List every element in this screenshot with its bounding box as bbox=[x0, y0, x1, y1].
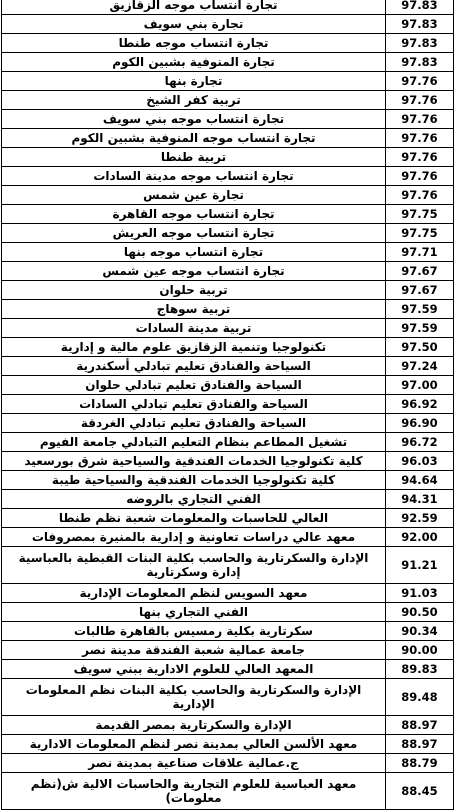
score-value: 88.45 bbox=[386, 773, 454, 810]
score-value: 96.90 bbox=[386, 414, 454, 433]
faculty-name: تجارة انتساب موجه مدينة السادات bbox=[2, 167, 386, 186]
faculty-name: تجارة انتساب موجه عين شمس bbox=[2, 262, 386, 281]
score-value: 97.59 bbox=[386, 319, 454, 338]
table-row bbox=[2, 148, 454, 167]
faculty-name: تجارة انتساب موجه طنطا bbox=[2, 34, 386, 53]
score-value: 88.97 bbox=[386, 735, 454, 754]
table-row bbox=[2, 72, 454, 91]
faculty-name: تجارة انتساب موجه الزقازيق bbox=[2, 0, 386, 15]
score-value: 97.75 bbox=[386, 205, 454, 224]
table-row bbox=[2, 622, 454, 641]
table-row bbox=[2, 300, 454, 319]
score-value: 97.67 bbox=[386, 262, 454, 281]
table-row bbox=[2, 509, 454, 528]
faculty-name: سكرتارية بكلية رمسيس بالقاهرة طالبات bbox=[2, 622, 386, 641]
score-value: 97.50 bbox=[386, 338, 454, 357]
faculty-name: الفني التجاري بالروضه bbox=[2, 490, 386, 509]
score-value: 97.71 bbox=[386, 243, 454, 262]
table-row bbox=[2, 414, 454, 433]
table-row bbox=[2, 754, 454, 773]
faculty-name: تجارة انتساب موجه المنوفية بشبين الكوم bbox=[2, 129, 386, 148]
table-row bbox=[2, 0, 454, 15]
table-row bbox=[2, 243, 454, 262]
faculty-name: تجارة بنها bbox=[2, 72, 386, 91]
faculty-name: تربية كفر الشيخ bbox=[2, 91, 386, 110]
score-value: 97.76 bbox=[386, 186, 454, 205]
score-value: 97.76 bbox=[386, 167, 454, 186]
faculty-name: تجارة انتساب موجه بني سويف bbox=[2, 110, 386, 129]
score-value: 89.83 bbox=[386, 660, 454, 679]
faculty-name: السياحة والفنادق تعليم تبادلي أسكندرية bbox=[2, 357, 386, 376]
table-row bbox=[2, 679, 454, 716]
faculty-name: تجارة بني سويف bbox=[2, 15, 386, 34]
table-row bbox=[2, 224, 454, 243]
faculty-name: معهد عالي دراسات تعاونية و إدارية بالمنيرة بمصروفات bbox=[2, 528, 386, 547]
table-row bbox=[2, 490, 454, 509]
table-row bbox=[2, 452, 454, 471]
score-value: 97.83 bbox=[386, 34, 454, 53]
faculty-name: تربية مدينة السادات bbox=[2, 319, 386, 338]
score-value: 97.76 bbox=[386, 110, 454, 129]
score-value: 97.76 bbox=[386, 91, 454, 110]
table-row bbox=[2, 395, 454, 414]
table-row bbox=[2, 735, 454, 754]
score-value: 97.76 bbox=[386, 148, 454, 167]
faculty-name: معهد الألسن العالي بمدينة نصر لنظم المعلومات الادارية bbox=[2, 735, 386, 754]
faculty-name: تجارة عين شمس bbox=[2, 186, 386, 205]
table-row bbox=[2, 773, 454, 810]
table-row bbox=[2, 186, 454, 205]
table-row bbox=[2, 641, 454, 660]
faculty-name: الإدارة والسكرتارية والحاسب بكلية البنات القبطية بالعباسية إدارة وسكرتارية bbox=[2, 547, 386, 584]
score-value: 97.76 bbox=[386, 129, 454, 148]
score-value: 97.83 bbox=[386, 15, 454, 34]
faculty-name: السياحة والفنادق تعليم تبادلي السادات bbox=[2, 395, 386, 414]
table-row bbox=[2, 433, 454, 452]
score-value: 91.03 bbox=[386, 584, 454, 603]
table-row bbox=[2, 167, 454, 186]
table-row bbox=[2, 547, 454, 584]
table-row bbox=[2, 91, 454, 110]
score-value: 97.83 bbox=[386, 53, 454, 72]
score-value: 89.48 bbox=[386, 679, 454, 716]
table-row bbox=[2, 53, 454, 72]
table-row bbox=[2, 319, 454, 338]
score-value: 94.31 bbox=[386, 490, 454, 509]
score-value: 90.50 bbox=[386, 603, 454, 622]
score-value: 97.67 bbox=[386, 281, 454, 300]
score-value: 94.64 bbox=[386, 471, 454, 490]
table-row bbox=[2, 716, 454, 735]
faculty-name: تربية طنطا bbox=[2, 148, 386, 167]
faculty-name: كلية تكنولوجيا الخدمات الفندقية والسياحية شرق بورسعيد bbox=[2, 452, 386, 471]
faculty-name: معهد العباسية للعلوم التجارية والحاسبات الالية ش(نظم معلومات) bbox=[2, 773, 386, 810]
table-row bbox=[2, 528, 454, 547]
score-value: 97.83 bbox=[386, 0, 454, 15]
faculty-name: جامعة عمالية شعبة الفندقة مدينة نصر bbox=[2, 641, 386, 660]
faculty-name: السياحة والفنادق تعليم تبادلي حلوان bbox=[2, 376, 386, 395]
score-value: 97.00 bbox=[386, 376, 454, 395]
table-row bbox=[2, 34, 454, 53]
table-row bbox=[2, 15, 454, 34]
score-value: 92.00 bbox=[386, 528, 454, 547]
score-value: 97.76 bbox=[386, 72, 454, 91]
score-value: 88.79 bbox=[386, 754, 454, 773]
faculty-name: تربية حلوان bbox=[2, 281, 386, 300]
faculty-name: تربية سوهاج bbox=[2, 300, 386, 319]
faculty-name: تجارة انتساب موجه القاهرة bbox=[2, 205, 386, 224]
table-row bbox=[2, 281, 454, 300]
faculty-name: ج.عمالية علاقات صناعية بمدينة نصر bbox=[2, 754, 386, 773]
faculty-name: كلية تكنولوجيا الخدمات الفندقية والسياحية طيبة bbox=[2, 471, 386, 490]
score-value: 96.92 bbox=[386, 395, 454, 414]
faculty-name: تجارة انتساب موجه بنها bbox=[2, 243, 386, 262]
score-value: 97.75 bbox=[386, 224, 454, 243]
table-row bbox=[2, 660, 454, 679]
score-value: 91.21 bbox=[386, 547, 454, 584]
table-row bbox=[2, 110, 454, 129]
scores-table bbox=[1, 0, 454, 810]
score-value: 90.34 bbox=[386, 622, 454, 641]
score-value: 90.00 bbox=[386, 641, 454, 660]
faculty-name: الإدارة والسكرتارية بمصر القديمة bbox=[2, 716, 386, 735]
faculty-name: المعهد العالي للعلوم الادارية ببني سويف bbox=[2, 660, 386, 679]
score-value: 96.03 bbox=[386, 452, 454, 471]
table-row bbox=[2, 129, 454, 148]
table-row bbox=[2, 262, 454, 281]
faculty-name: تشغيل المطاعم بنظام التعليم التبادلي جامعة الفيوم bbox=[2, 433, 386, 452]
table-row bbox=[2, 376, 454, 395]
score-value: 97.59 bbox=[386, 300, 454, 319]
table-row bbox=[2, 357, 454, 376]
table-row bbox=[2, 603, 454, 622]
faculty-name: تجارة انتساب موجه العريش bbox=[2, 224, 386, 243]
faculty-name: الفني التجاري بنها bbox=[2, 603, 386, 622]
score-value: 96.72 bbox=[386, 433, 454, 452]
table-row bbox=[2, 338, 454, 357]
faculty-name: معهد السويس لنظم المعلومات الإدارية bbox=[2, 584, 386, 603]
faculty-name: الإدارة والسكرتارية والحاسب بكلية البنات نظم المعلومات الإدارية bbox=[2, 679, 386, 716]
faculty-name: السياحة والفنادق تعليم تبادلي الغردقة bbox=[2, 414, 386, 433]
score-value: 88.97 bbox=[386, 716, 454, 735]
faculty-name: تجارة المنوفية بشبين الكوم bbox=[2, 53, 386, 72]
faculty-name: تكنولوجيا وتنمية الزقازيق علوم مالية و إدارية bbox=[2, 338, 386, 357]
table-row bbox=[2, 584, 454, 603]
score-value: 92.59 bbox=[386, 509, 454, 528]
score-value: 97.24 bbox=[386, 357, 454, 376]
table-row bbox=[2, 471, 454, 490]
table-row bbox=[2, 205, 454, 224]
faculty-name: العالي للحاسبات والمعلومات شعبة نظم طنطا bbox=[2, 509, 386, 528]
